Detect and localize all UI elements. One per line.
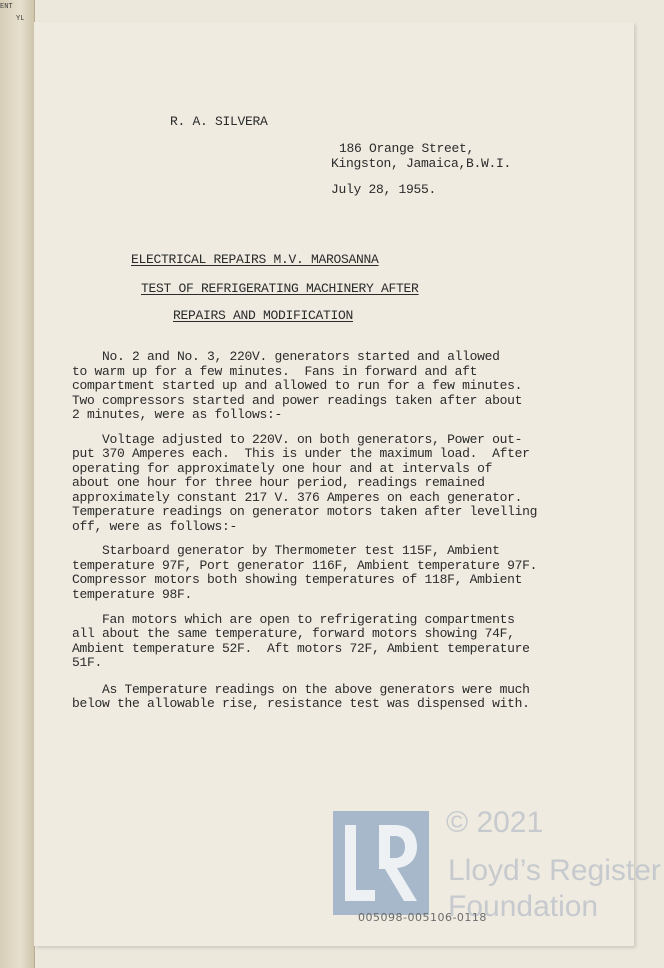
adjacent-page-edge bbox=[0, 0, 35, 968]
paragraph-4-line: 51F. bbox=[72, 655, 103, 670]
paragraph-3-line: temperature 98F. bbox=[72, 587, 193, 602]
heading-2: TEST OF REFRIGERATING MACHINERY AFTER bbox=[141, 281, 419, 296]
paragraph-4-line: Fan motors which are open to refrigerating compartments bbox=[72, 612, 515, 627]
sender-name: R. A. SILVERA bbox=[170, 114, 268, 129]
address-line-1: 186 Orange Street, bbox=[339, 141, 475, 156]
paragraph-4-line: all about the same temperature, forward motors showing 74F, bbox=[72, 626, 515, 641]
foundation-name-line-1: Lloyd’s Register bbox=[448, 854, 661, 887]
binding-mark: YL bbox=[16, 15, 25, 23]
letter-date: July 28, 1955. bbox=[331, 182, 437, 197]
paragraph-2-line: off, were as follows:- bbox=[72, 519, 238, 534]
paragraph-5-line: below the allowable rise, resistance test was dispensed with. bbox=[72, 696, 530, 711]
paragraph-2-line: Temperature readings on generator motors taken after levelling bbox=[72, 504, 538, 519]
heading-3: REPAIRS AND MODIFICATION bbox=[173, 308, 354, 323]
archive-reference: 005098-005106-0118 bbox=[358, 911, 487, 924]
paragraph-1-line: 2 minutes, were as follows:- bbox=[72, 407, 283, 422]
lrf-logo-icon bbox=[333, 811, 429, 915]
address-line-2: Kingston, Jamaica,B.W.I. bbox=[331, 156, 512, 171]
paragraph-3-line: Compressor motors both showing temperatures of 118F, Ambient bbox=[72, 572, 523, 587]
paragraph-1-line: to warm up for a few minutes. Fans in forward and aft bbox=[72, 364, 478, 379]
foundation-name-line-2: Foundation bbox=[448, 890, 599, 923]
binding-label: ENT bbox=[0, 3, 13, 11]
paragraph-1-line: Two compressors started and power readings taken after about bbox=[72, 393, 523, 408]
paragraph-2-line: Voltage adjusted to 220V. on both generators, Power out- bbox=[72, 432, 523, 447]
copyright-text: © 2021 bbox=[446, 806, 544, 839]
paragraph-2-line: about one hour for three hour period, readings remained bbox=[72, 475, 485, 490]
paragraph-2-line: put 370 Amperes each. This is under the maximum load. After bbox=[72, 446, 530, 461]
paragraph-1-line: No. 2 and No. 3, 220V. generators started and allowed bbox=[72, 349, 500, 364]
paragraph-3-line: Starboard generator by Thermometer test 115F, Ambient bbox=[72, 543, 500, 558]
paragraph-4-line: Ambient temperature 52F. Aft motors 72F, Ambient temperature bbox=[72, 641, 530, 656]
heading-1: ELECTRICAL REPAIRS M.V. MAROSANNA bbox=[131, 252, 379, 267]
paragraph-2-line: operating for approximately one hour and at intervals of bbox=[72, 461, 493, 476]
paragraph-3-line: temperature 97F, Port generator 116F, Ambient temperature 97F. bbox=[72, 558, 538, 573]
paragraph-1-line: compartment started up and allowed to run for a few minutes. bbox=[72, 378, 523, 393]
paragraph-5-line: As Temperature readings on the above generators were much bbox=[72, 682, 530, 697]
paragraph-2-line: approximately constant 217 V. 376 Amperes on each generator. bbox=[72, 490, 523, 505]
